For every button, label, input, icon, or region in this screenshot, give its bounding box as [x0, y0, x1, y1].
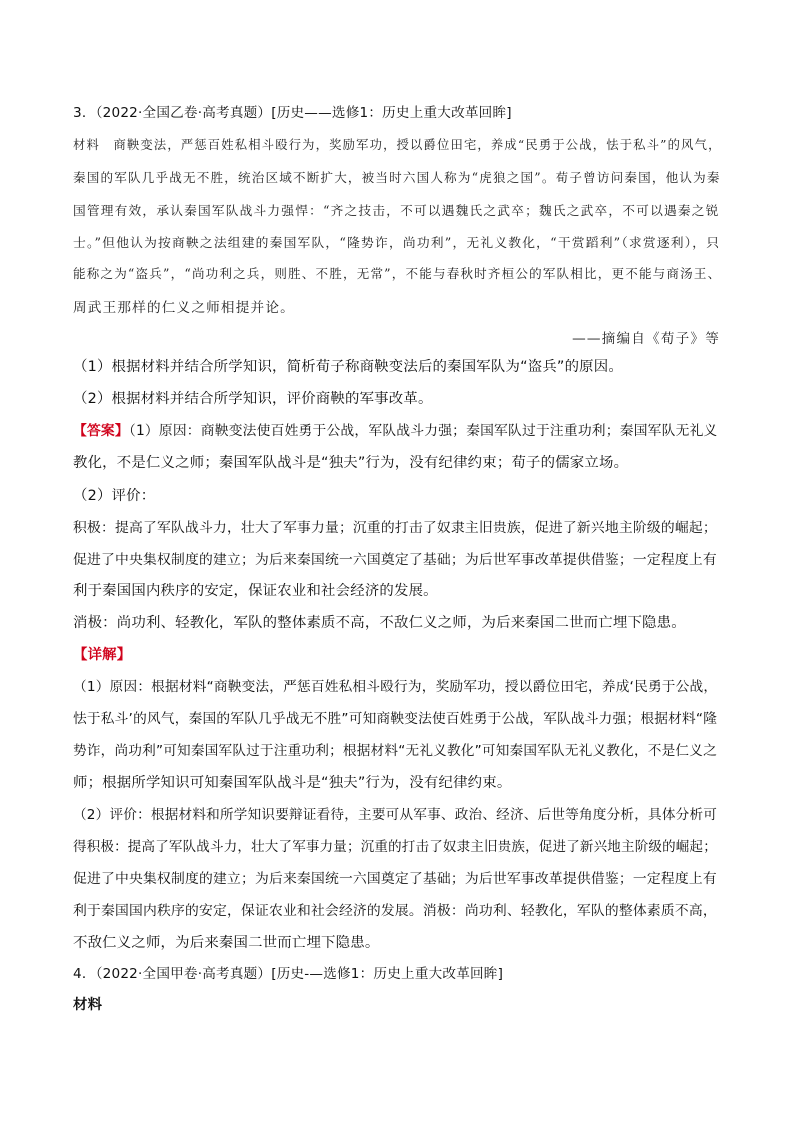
question-3-header: 3．（2022·全国乙卷·高考真题）[历史——选修1：历史上重大改革回眸]	[73, 105, 512, 121]
detail-line: 利于秦国国内秩序的安定，保证农业和社会经济的发展。消极：尚功利、轻教化，军队的整体素质不高，	[73, 903, 717, 919]
answer-line-1	[73, 419, 718, 439]
detail-line: 得积极：提高了军队战斗力，壮大了军事力量；沉重的打击了奴隶主旧贵族，促进了新兴地主阶级的崛起；	[73, 839, 717, 855]
question-4-material-label: 材料	[73, 997, 103, 1013]
material-line: 周武王那样的仁义之师相提并论。	[73, 300, 295, 316]
detail-tag: 【详解】	[73, 647, 132, 663]
detail-line: 促进了中央集权制度的建立；为后来秦国统一六国奠定了基础；为后世军事改革提供借鉴；一定程度上有	[73, 871, 717, 887]
answer-line: 积极：提高了军队战斗力，壮大了军事力量；沉重的打击了奴隶主旧贵族，促进了新兴地主阶级的崛起；	[73, 520, 717, 536]
material-source: ——摘编自《荀子》等	[572, 331, 720, 347]
detail-line: 势诈，尚功利”可知秦国军队过于注重功利；根据材料“无礼义教化”可知秦国军队无礼义教化，不是仁义之	[73, 743, 717, 759]
answer-line: 消极：尚功利、轻教化，军队的整体素质不高，不敌仁义之师，为后来秦国二世而亡埋下隐患。	[73, 615, 686, 631]
question-item: （1）根据材料并结合所学知识，简析荀子称商鞅变法后的秦国军队为“盗兵”的原因。	[73, 359, 623, 375]
question-4-header: 4．（2022·全国甲卷·高考真题）[历史-—选修1：历史上重大改革回眸]	[73, 966, 504, 982]
material-line: 秦国的军队几乎战无不胜，统治区域不断扩大，被当时六国人称为“虎狼之国”。荀子曾访问秦国，他认为秦	[73, 170, 721, 185]
answer-text: （1）原因：商鞅变法使百姓勇于公战，军队战斗力强；秦国军队过于注重功利；秦国军队无礼义	[128, 423, 718, 439]
answer-line: 教化，不是仁义之师；秦国军队战斗是“独夫”行为，没有纪律约束；荀子的儒家立场。	[73, 455, 629, 471]
material-line: 国管理有效，承认秦国军队战斗力强悍：“齐之技击，不可以遇魏氏之武卒；魏氏之武卒，不可以遇秦之锐	[73, 203, 720, 218]
detail-line: 怯于私斗’的风气，秦国的军队几乎战无不胜”可知商鞅变法使百姓勇于公战，军队战斗力强；根据材料“隆	[73, 711, 718, 727]
material-line: 材料 商鞅变法，严惩百姓私相斗殴行为，奖励军功，授以爵位田宅，养成“民勇于公战，怯于私斗”的风气，	[73, 138, 722, 152]
answer-tag: 【答案】	[73, 423, 129, 439]
answer-line: 利于秦国国内秩序的安定，保证农业和社会经济的发展。	[73, 583, 438, 599]
answer-line: 促进了中央集权制度的建立；为后来秦国统一六国奠定了基础；为后世军事改革提供借鉴；一定程度上有	[73, 552, 717, 568]
answer-line: （2）评价：	[73, 488, 156, 504]
detail-line: 不敌仁义之师，为后来秦国二世而亡埋下隐患。	[73, 935, 380, 951]
detail-line: （2）评价：根据材料和所学知识要辩证看待，主要可从军事、政治、经济、后世等角度分析，具体分析可	[73, 807, 718, 823]
detail-line: 师；根据所学知识可知秦国军队战斗是“独夫”行为，没有纪律约束。	[73, 775, 512, 791]
question-item: （2）根据材料并结合所学知识，评价商鞅的军事改革。	[73, 391, 433, 407]
material-line: 士。”但他认为按商鞅之法组建的秦国军队，“隆势诈，尚功利”，无礼义教化，“干赏蹈利”（求赏逐利），只	[73, 236, 721, 251]
material-line: 能称之为“盗兵”，“尚功利之兵，则胜、不胜，无常”，不能与春秋时齐桓公的军队相比，更不能与商汤王、	[73, 266, 722, 281]
detail-line: （1）原因：根据材料“商鞅变法，严惩百姓私相斗殴行为，奖励军功，授以爵位田宅，养成‘民勇于公战，	[73, 679, 718, 695]
